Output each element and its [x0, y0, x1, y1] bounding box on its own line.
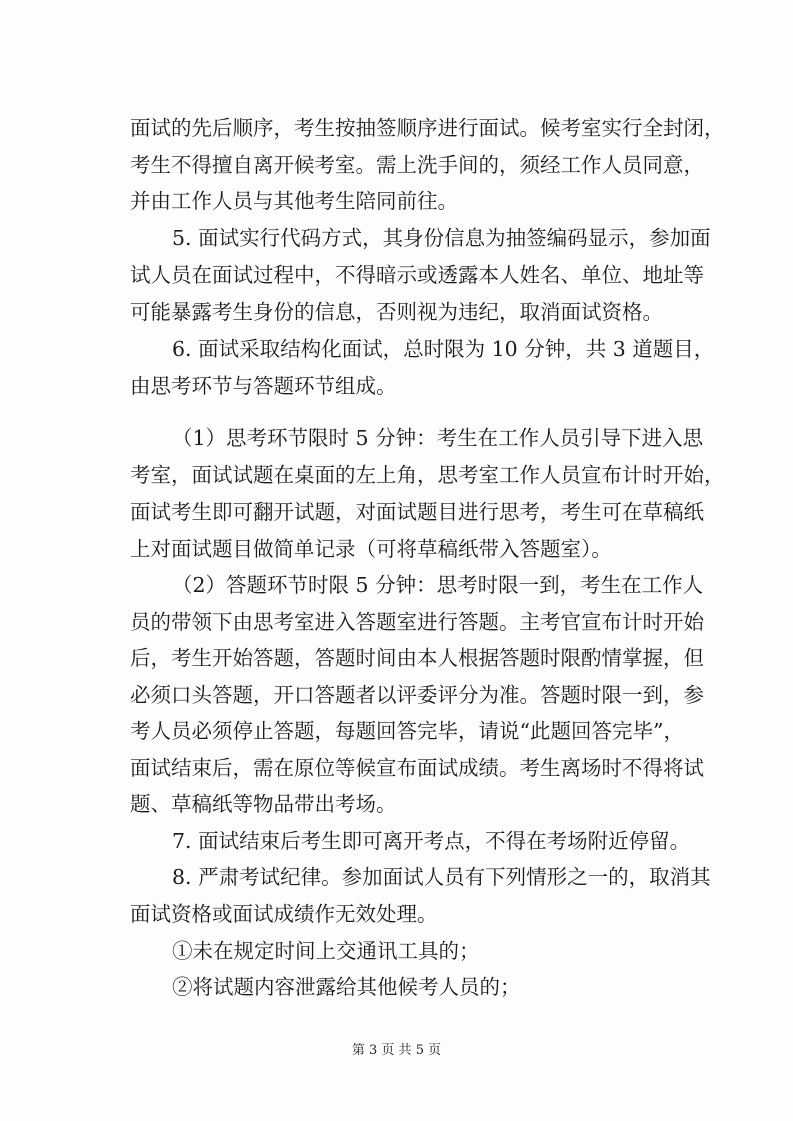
paragraph-line-14: 员的带领下由思考室进入答题室进行答题。主考官宣布计时开始	[130, 610, 704, 634]
paragraph-line-4: 5. 面试实行代码方式，其身份信息为抽签编码显示，参加面	[172, 226, 711, 250]
paragraph-line-22: 面试资格或面试成绩作无效处理。	[130, 902, 438, 926]
paragraph-line-12: 上对面试题目做简单记录（可将草稿纸带入答题室）。	[130, 537, 612, 561]
paragraph-line-3: 并由工作人员与其他考生陪同前往。	[130, 189, 458, 213]
paragraph-line-1: 面试的先后顺序，考生按抽签顺序进行面试。候考室实行全封闭，	[130, 116, 725, 140]
paragraph-line-13: （2）答题环节时限 5 分钟：思考时限一到，考生在工作人	[172, 573, 704, 597]
paragraph-line-11: 面试考生即可翻开试题，对面试题目进行思考，考生可在草稿纸	[130, 500, 704, 524]
paragraph-line-8: 由思考环节与答题环节组成。	[130, 374, 397, 398]
paragraph-line-2: 考生不得擅自离开候考室。需上洗手间的，须经工作人员同意，	[130, 153, 704, 177]
paragraph-line-19: 题、草稿纸等物品带出考场。	[130, 792, 397, 816]
paragraph-line-16: 必须口头答题，开口答题者以评委评分为准。答题时限一到，参	[130, 683, 704, 707]
paragraph-line-7: 6. 面试采取结构化面试，总时限为 10 分钟，共 3 道题目，	[172, 337, 715, 361]
paragraph-line-24: ②将试题内容泄露给其他候考人员的；	[172, 975, 521, 999]
paragraph-line-9: （1）思考环节限时 5 分钟：考生在工作人员引导下进入思	[172, 426, 704, 450]
paragraph-line-6: 可能暴露考生身份的信息，否则视为违纪，取消面试资格。	[130, 300, 663, 324]
paragraph-line-17: 考人员必须停止答题，每题回答完毕，请说“此题回答完毕”，	[130, 719, 684, 743]
paragraph-line-21: 8. 严肃考试纪律。参加面试人员有下列情形之一的，取消其	[172, 865, 711, 889]
paragraph-line-20: 7. 面试结束后考生即可离开考点，不得在考场附近停留。	[172, 829, 691, 853]
paragraph-line-18: 面试结束后，需在原位等候宣布面试成绩。考生离场时不得将试	[130, 756, 704, 780]
paragraph-line-23: ①未在规定时间上交通讯工具的；	[172, 939, 480, 963]
paragraph-line-10: 考室，面试试题在桌面的左上角，思考室工作人员宣布计时开始，	[130, 463, 725, 487]
paragraph-line-15: 后，考生开始答题，答题时间由本人根据答题时限酌情掌握，但	[130, 646, 704, 670]
paragraph-line-5: 试人员在面试过程中，不得暗示或透露本人姓名、单位、地址等	[130, 263, 704, 287]
page-number: 第 3 页 共 5 页	[351, 1043, 442, 1058]
